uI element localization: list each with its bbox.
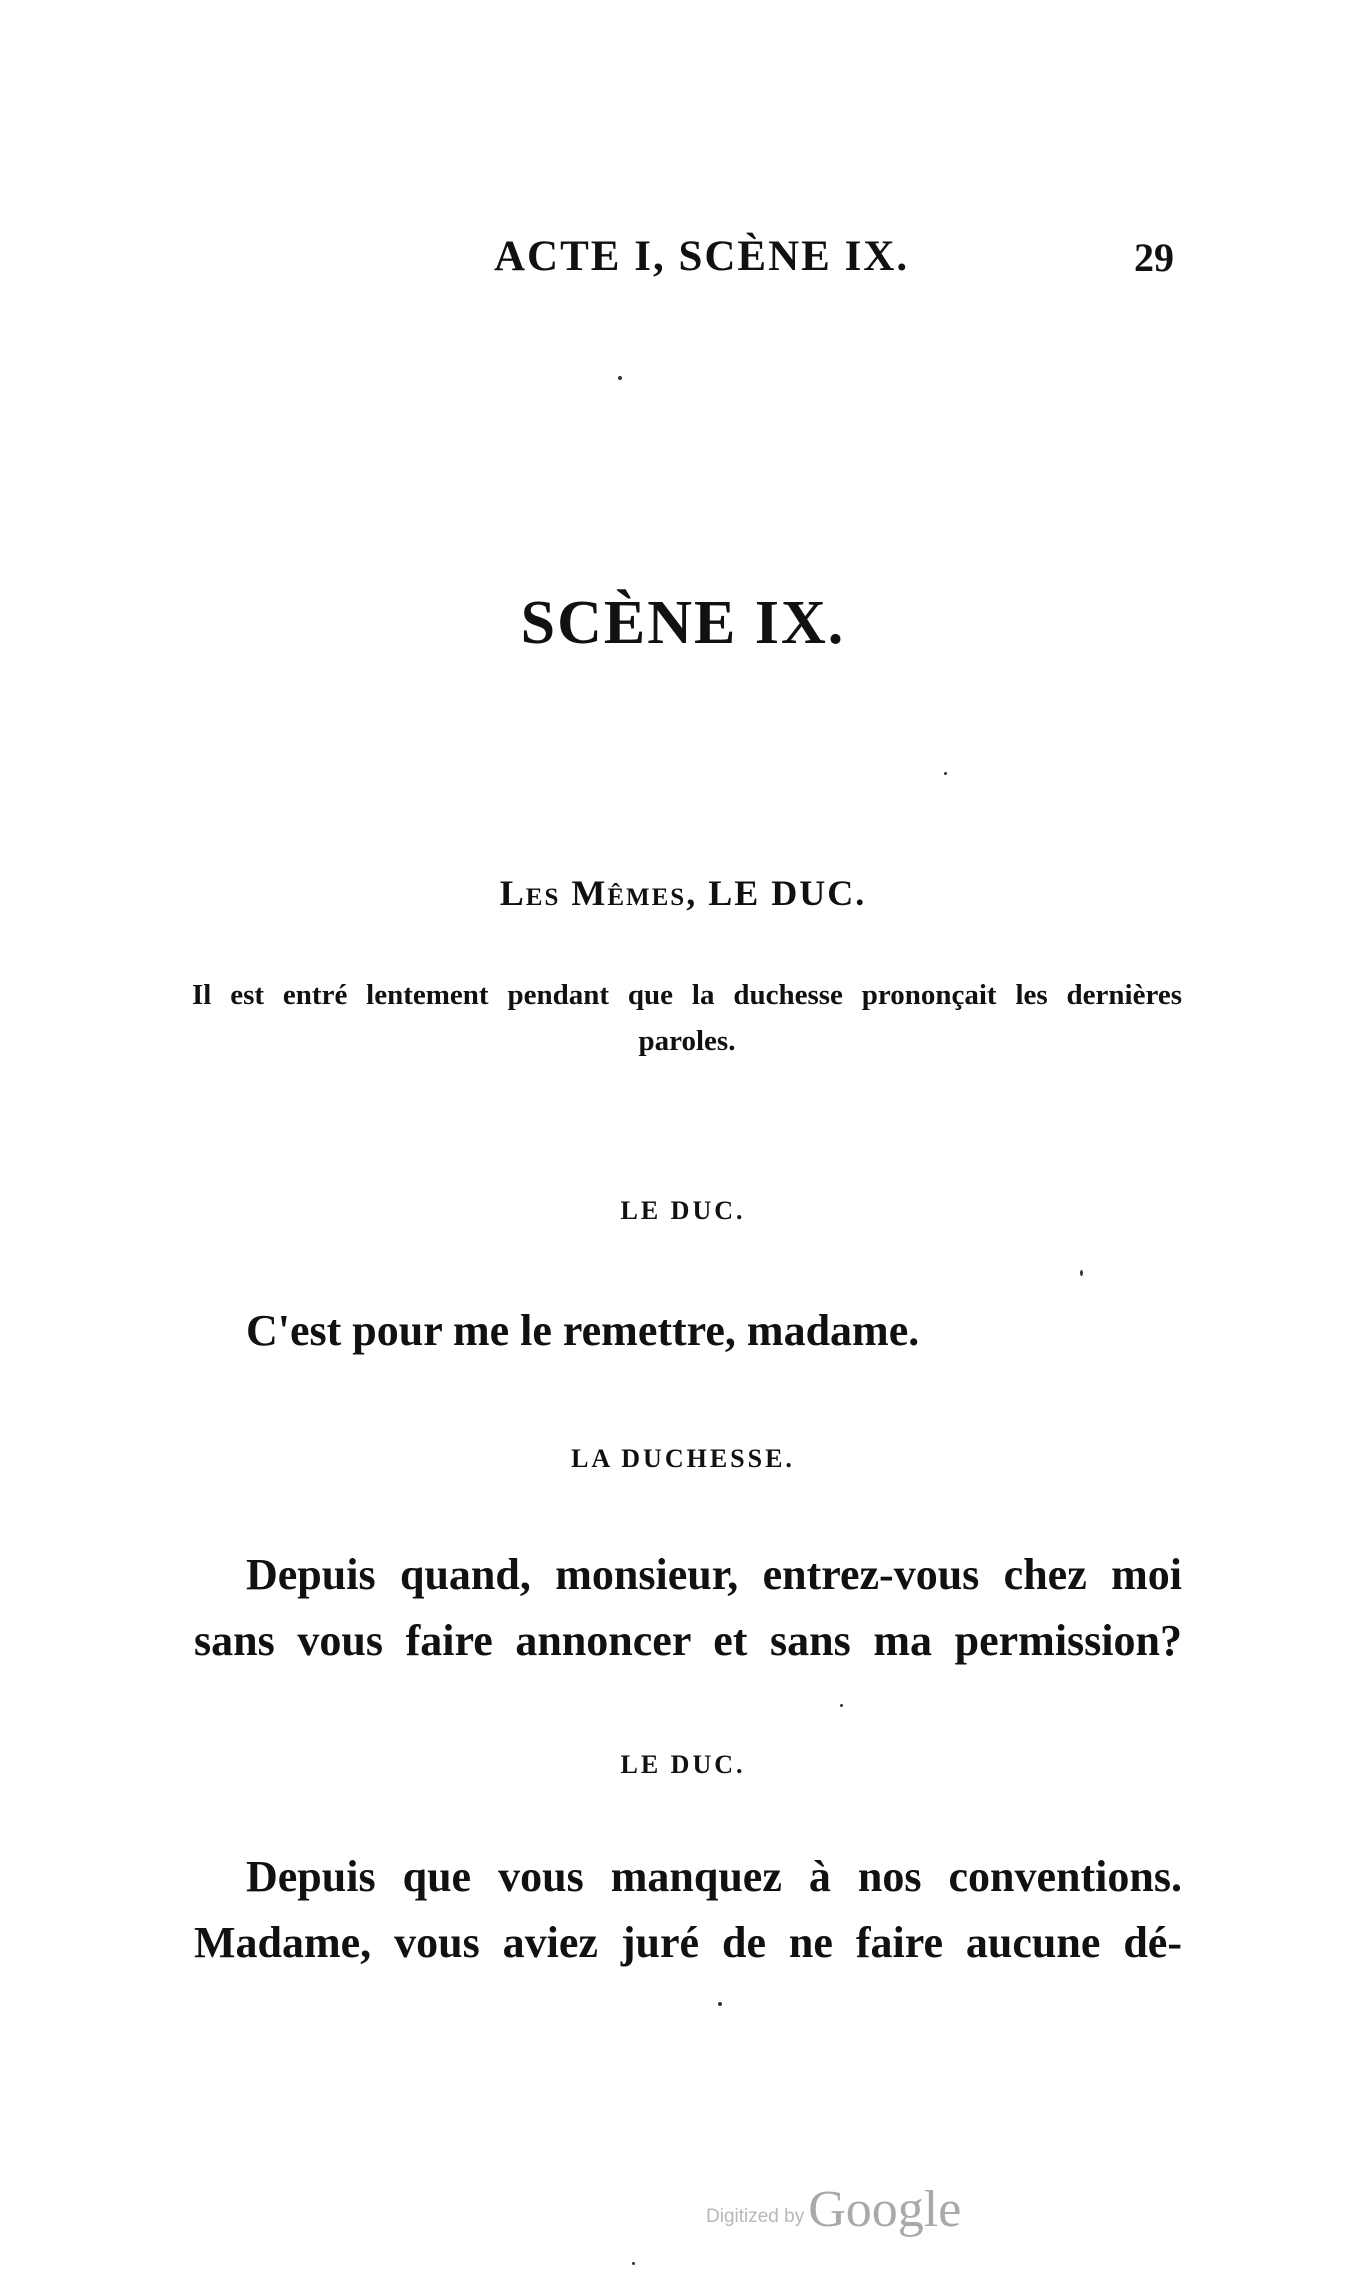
scan-speck xyxy=(718,2002,722,2006)
scene-characters: Les Mêmes, LE DUC. xyxy=(499,873,867,913)
speech-line: Depuis que vous manquez à nos conventions. xyxy=(246,1852,1182,1901)
speech-line: Madame, vous aviez juré de ne faire aucune dé- xyxy=(194,1918,1182,1967)
speech-block xyxy=(194,1542,1182,1674)
stage-direction xyxy=(192,972,1182,1064)
page-number: 29 xyxy=(1134,235,1174,280)
scene-title: SCÈNE IX. xyxy=(520,589,846,657)
running-title: ACTE I, SCÈNE IX. xyxy=(494,233,910,280)
speech-block xyxy=(194,1298,1182,1364)
google-logo: Google xyxy=(808,2181,962,2238)
speaker-label: LE DUC. xyxy=(620,1196,746,1225)
speech-block xyxy=(194,1844,1182,1976)
stage-direction-line: Il est entré lentement pendant que la duchesse prononçait les dernières xyxy=(192,979,1182,1011)
running-head xyxy=(0,232,1366,292)
speech-line: sans vous faire annoncer et sans ma permission? xyxy=(194,1616,1182,1665)
scan-speck xyxy=(618,376,622,380)
speaker-label: LA DUCHESSE. xyxy=(571,1444,795,1473)
scan-speck xyxy=(944,772,947,775)
speech-line: C'est pour me le remettre, madame. xyxy=(246,1306,920,1355)
watermark-prefix: Digitized by xyxy=(706,2206,805,2227)
stage-direction-line: paroles. xyxy=(638,1025,736,1057)
scan-speck xyxy=(840,1704,843,1707)
scan-speck xyxy=(1080,1270,1083,1276)
speaker-label: LE DUC. xyxy=(620,1750,746,1779)
scan-speck xyxy=(632,2262,635,2265)
digitized-watermark xyxy=(706,2180,961,2239)
speech-line: Depuis quand, monsieur, entrez-vous chez moi xyxy=(246,1550,1182,1599)
